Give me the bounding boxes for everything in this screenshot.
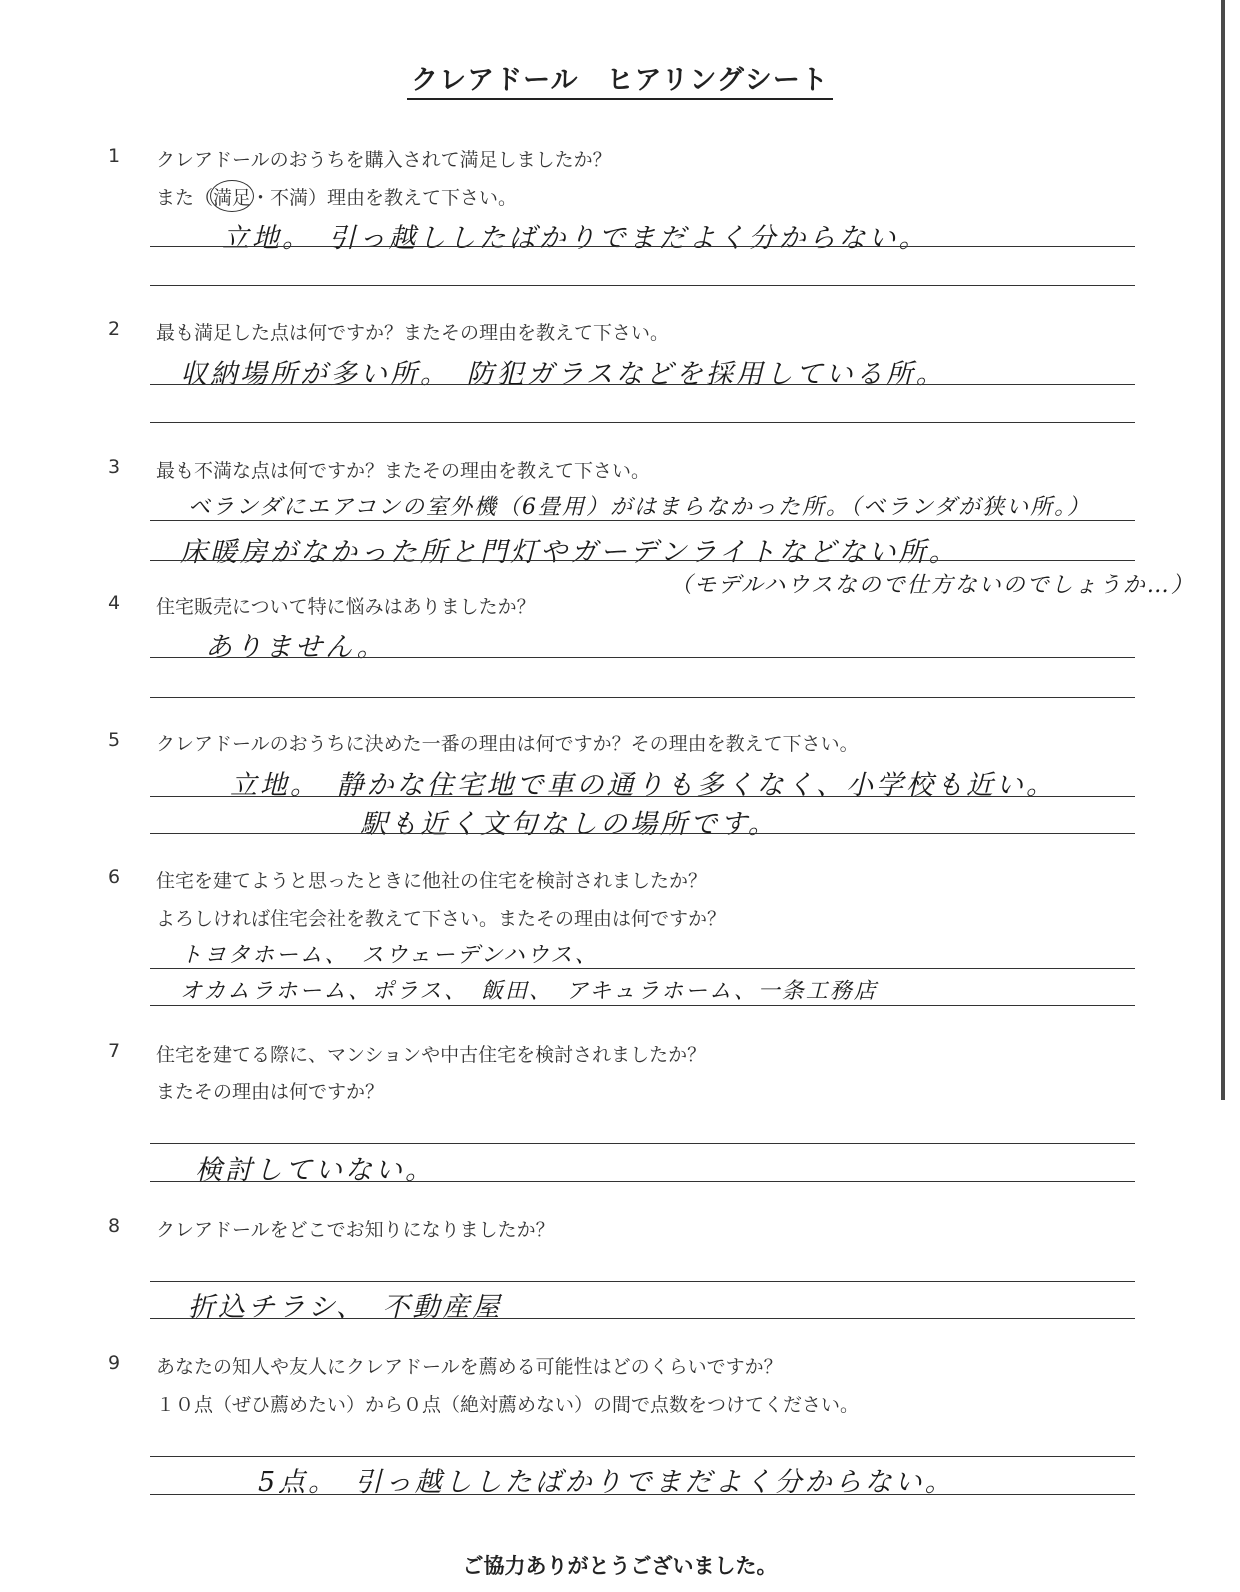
question-number: 3 [108,456,121,478]
question-number: 7 [108,1040,121,1062]
question-text: 住宅を建てる際に、マンションや中古住宅を検討されましたか？ [156,1044,707,1066]
answer-rule [150,422,1135,423]
question-text: あなたの知人や友人にクレアドールを薦める可能性はどのくらいですか？ [156,1356,783,1378]
answer-rule [150,833,1135,834]
answer-rule [150,1494,1135,1495]
question-number: 6 [108,866,121,888]
circled-choice: 満足 [213,183,251,210]
question-text: 住宅を建てようと思ったときに他社の住宅を検討されましたか？ [156,870,708,892]
handwritten-answer: ありません。 [205,632,387,663]
answer-rule [150,796,1135,797]
question-text: クレアドールのおうちを購入されて満足しましたか？ [156,149,612,171]
handwritten-answer: 折込チラシ、 不動産屋 [188,1292,503,1323]
answer-rule [150,1281,1135,1282]
handwritten-answer: 収納場所が多い所。 防犯ガラスなどを採用している所。 [180,359,946,390]
question-text: クレアドールをどこでお知りになりましたか？ [156,1219,555,1241]
handwritten-answer: オカムラホーム、ポラス、 飯田、 アキュラホーム、一条工務店 [180,979,878,1004]
scan-edge-line [1221,0,1225,1100]
handwritten-answer: ベランダにエアコンの室外機（6畳用）がはまらなかった所。（ベランダが狭い所。） [188,495,1092,520]
handwritten-answer: 駅も近く文句なしの場所です。 [360,809,778,840]
question-text: 住宅販売について特に悩みはありましたか？ [156,596,536,618]
handwritten-answer: 検討していない。 [195,1155,435,1186]
question-number: 4 [108,592,121,614]
answer-rule [150,1143,1135,1144]
question-number: 5 [108,729,121,751]
question-number: 9 [108,1352,121,1374]
answer-rule [150,285,1135,286]
question-subtext: また（満足・不満）理由を教えて下さい。 [156,183,517,210]
answer-rule [150,1005,1135,1006]
answer-rule [150,1181,1135,1182]
handwritten-answer: 床暖房がなかった所と門灯やガーデンライトなどない所。 [180,537,959,568]
question-subtext: よろしければ住宅会社を教えて下さい。またその理由は何ですか？ [156,908,727,930]
handwritten-answer: 5点。 引っ越ししたばかりでまだよく分からない。 [258,1467,955,1498]
question-subtext: またその理由は何ですか？ [156,1081,385,1103]
sheet-title: クレアドール ヒアリングシート [0,58,1240,97]
answer-rule [150,1456,1135,1457]
answer-rule [150,968,1135,969]
question-text: 最も満足した点は何ですか？またその理由を教えて下さい。 [156,322,670,344]
question-number: 1 [108,145,121,167]
question-text: クレアドールのおうちに決めた一番の理由は何ですか？その理由を教えて下さい。 [156,733,859,755]
answer-rule [150,520,1135,521]
footer-thanks: ご協力ありがとうございました。 [462,1554,778,1578]
answer-rule [150,560,1135,561]
question-number: 2 [108,318,121,340]
question-subtext: １０点（ぜひ薦めたい）から０点（絶対薦めない）の間で点数をつけてください。 [156,1394,860,1416]
question-text: 最も不満な点は何ですか？またその理由を教えて下さい。 [156,460,651,482]
answer-rule [150,657,1135,658]
answer-rule [150,697,1135,698]
handwritten-answer: 立地。 静かな住宅地で車の通りも多くなく、小学校も近い。 [230,770,1056,801]
handwritten-answer: 立地。 引っ越ししたばかりでまだよく分からない。 [222,223,929,254]
handwritten-answer: （モデルハウスなので仕方ないのでしょうか…） [670,573,1195,598]
answer-rule [150,384,1135,385]
question-number: 8 [108,1215,121,1237]
answer-rule [150,246,1135,247]
handwritten-answer: トヨタホーム、 スウェーデンハウス、 [180,943,599,968]
answer-rule [150,1318,1135,1319]
